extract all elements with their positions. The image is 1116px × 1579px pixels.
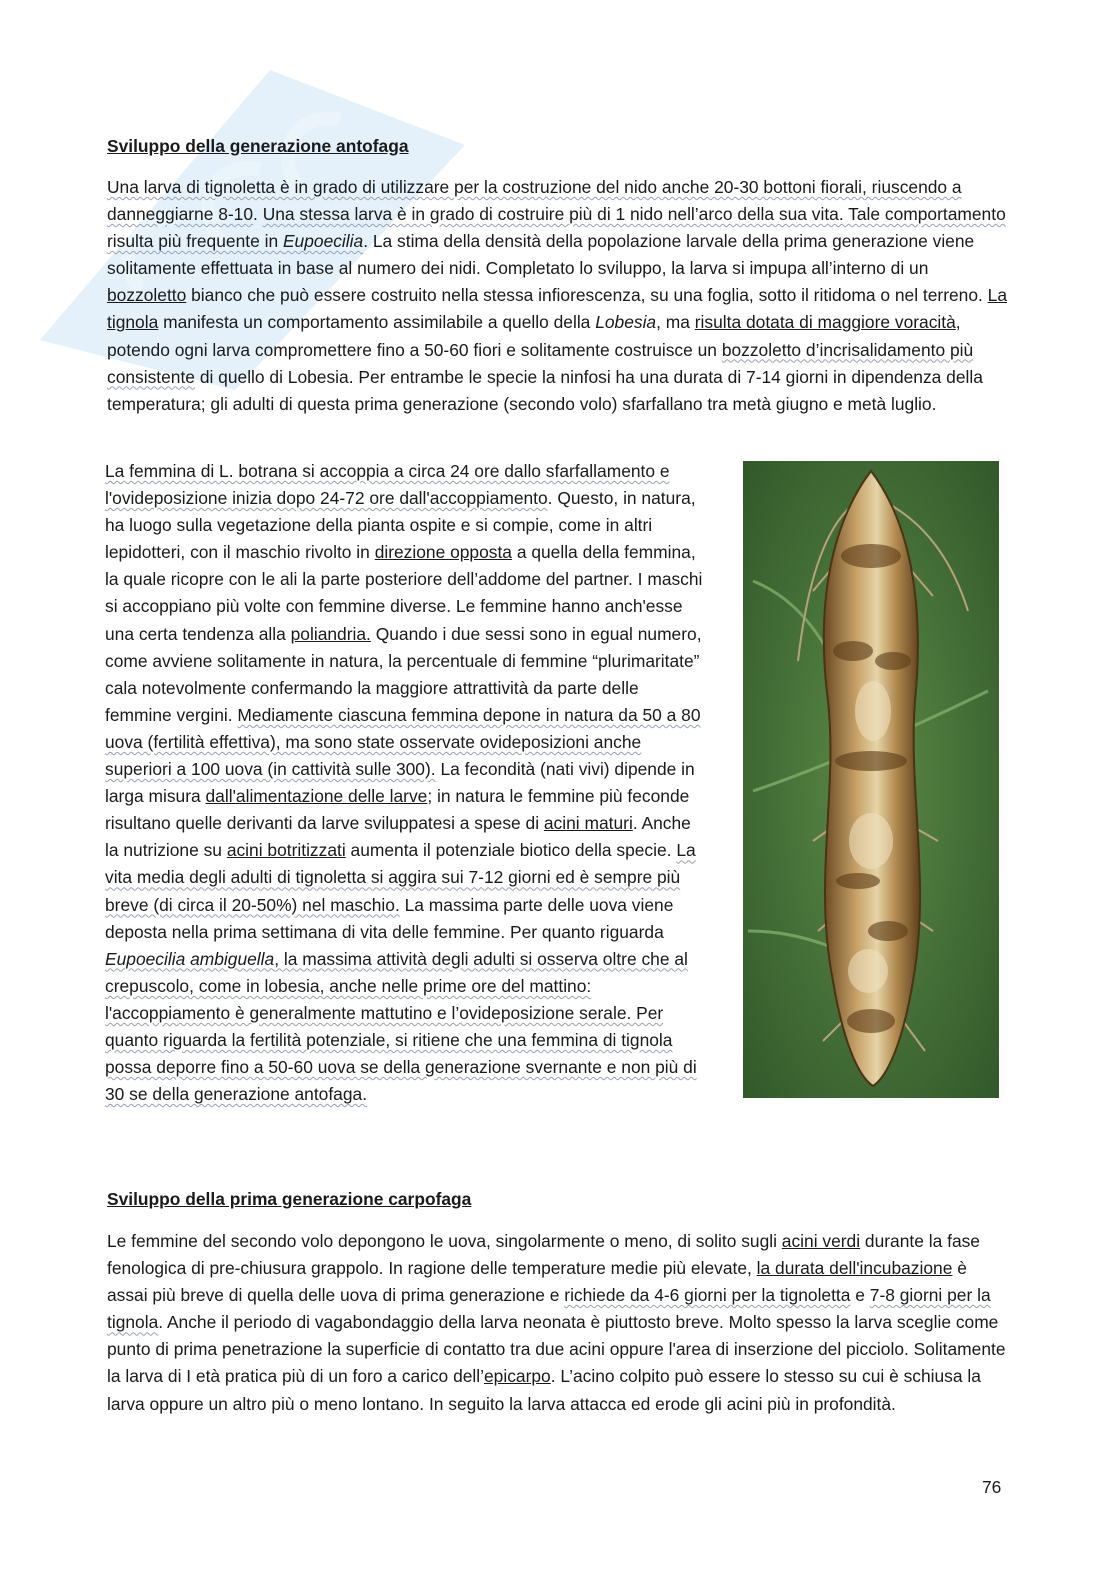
text-run: Una stessa larva è in grado di costruire più di 1 nido nell’arco della sua vita. Tale comportamento risulta più frequente in bbox=[107, 204, 1006, 252]
paragraph-antofaga bbox=[107, 174, 1007, 418]
text-run: La massima parte delle uova viene deposta nella prima settimana di vita delle femmine. Per quanto riguarda bbox=[105, 894, 674, 942]
paragraph-mating bbox=[105, 458, 709, 1108]
text-run: è assai più breve di quella delle uova di prima generazione e bbox=[107, 1258, 967, 1306]
text-run: acini botritizzati bbox=[226, 840, 346, 861]
section-heading-carpofaga: Sviluppo della prima generazione carpofaga bbox=[107, 1189, 472, 1209]
text-run: La fecondità (nati vivi) dipende in larga misura bbox=[105, 759, 695, 807]
text-run: bozzoletto d’incrisalidamento più consistente bbox=[107, 339, 974, 387]
text-run: dall'alimentazione delle larve bbox=[205, 786, 428, 807]
text-run: La vita media degli adulti di tignoletta si aggira sui 7-12 giorni ed è sempre più breve (di circa il 20-50%) nel maschio. bbox=[105, 840, 696, 915]
page-number: 76 bbox=[982, 1477, 1002, 1497]
moth-photo bbox=[743, 461, 999, 1098]
text-run: Eupoecilia bbox=[282, 231, 364, 252]
text-run: risulta dotata di maggiore voracità bbox=[694, 312, 956, 333]
text-run: a quella della femmina, la quale ricopre con le ali la parte posteriore dell’addome del partner. I maschi si accoppiano più volte con femmine diverse. Le femmine hanno anch'esse una certa tendenza alla bbox=[105, 542, 703, 644]
text-run: , potendo ogni larva compromettere fino a 50-60 fiori e solitamente costruisce un bbox=[107, 312, 961, 360]
text-run: acini verdi bbox=[781, 1231, 861, 1251]
text-run: acini maturi bbox=[543, 813, 633, 834]
text-run: ; in natura le femmine più feconde risultano quelle derivanti da larve sviluppatesi a spese di bbox=[105, 786, 690, 834]
text-run: Lobesia bbox=[595, 312, 657, 333]
text-run: . Questo, in natura, ha luogo sulla vegetazione della pianta ospite e si compie, come in altri lepidotteri, con il maschio rivolto in bbox=[105, 488, 696, 563]
text-run: manifesta un comportamento assimilabile a quello della bbox=[158, 312, 596, 333]
text-run: di quello di Lobesia. Per entrambe le specie la ninfosi ha una durata di 7-14 giorni in dipendenza della temperatura; gli adulti di questa prima generazione (secondo volo) sfarfallano tra metà giugno e metà luglio. bbox=[107, 366, 983, 414]
text-run: e bbox=[850, 1285, 870, 1306]
paragraph-carpofaga bbox=[107, 1228, 1007, 1418]
text-run: . Anche la nutrizione su bbox=[105, 813, 691, 861]
text-run: La femmina di L. botrana si accoppia a circa 24 ore dallo sfarfallamento e l'ovideposizione inizia dopo 24-72 ore dall'accoppiamento bbox=[105, 461, 670, 509]
text-run: aumenta il potenziale biotico della specie. bbox=[345, 840, 677, 861]
text-run: . Anche il periodo di vagabondaggio della larva neonata è piuttosto breve. Molto spesso la larva sceglie come punto di prima penetrazione la superficie di contatto tra due acini oppure l'area di inserzione del picciolo. Solitamente la larva di I età pratica più di un foro a carico dell’ bbox=[107, 1312, 1006, 1387]
text-run: durante la fase fenologica di pre-chiusura grappolo. In ragione delle temperature medie più elevate, bbox=[107, 1231, 980, 1279]
text-run: La tignola bbox=[107, 285, 1008, 333]
text-run: poliandria. bbox=[290, 623, 371, 644]
text-run: , la massima attività degli adulti si osserva oltre che al crepuscolo, come in lobesia, anche nelle prime ore del mattino: l'accoppiamento è generalmente mattutino e l’ovideposizione serale. Per quanto riguarda la fertilità potenziale, si ritiene che una femmina di tignola possa deporre fino a 50-60 uova se della generazione svernante e non più di 30 se della generazione antofaga. bbox=[105, 948, 697, 1105]
text-run: la durata dell'incubazione bbox=[756, 1258, 953, 1279]
text-run: Una larva di tignoletta è in grado di utilizzare per la costruzione del nido anche 20-30 bottoni fiorali, riuscendo a danneggiarne 8-10 bbox=[107, 177, 962, 225]
text-run: , ma bbox=[656, 312, 695, 333]
text-run: . La stima della densità della popolazione larvale della prima generazione viene solitamente effettuata in base al numero dei nidi. Completato lo sviluppo, la larva si impupa all’interno di un bbox=[107, 231, 975, 279]
text-run: 7-8 giorni per la tignola bbox=[107, 1285, 991, 1333]
text-run: . L’acino colpito può essere lo stesso su cui è schiusa la larva oppure un altro più o meno lontano. In seguito la larva attacca ed erode gli acini più in profondità. bbox=[107, 1366, 981, 1414]
section-heading-antofaga: Sviluppo della generazione antofaga bbox=[107, 136, 409, 156]
text-run: epicarpo bbox=[484, 1366, 551, 1387]
text-run: Mediamente ciascuna femmina depone in natura da 50 a 80 uova (fertilità effettiva), ma sono state osservate ovideposizioni anche superiori a 100 uova (in cattività sulle 300). bbox=[105, 704, 701, 780]
text-run: Quando i due sessi sono in egual numero, come avviene solitamente in natura, la percentuale di femmine “plurimaritate” cala notevolmente confermando la maggiore attrattività da parte delle femmine vergini. bbox=[105, 623, 702, 725]
text-run: Le femmine del secondo volo depongono le uova, singolarmente o meno, di solito sugli bbox=[107, 1231, 782, 1251]
text-run: bozzoletto bbox=[107, 285, 187, 306]
text-run: bianco che può essere costruito nella stessa infiorescenza, su una foglia, sotto il ritidoma o nel terreno. bbox=[186, 285, 988, 306]
text-run: direzione opposta bbox=[374, 542, 512, 563]
text-run: Eupoecilia ambiguella bbox=[105, 948, 275, 969]
text-run: richiede da 4-6 giorni per la tignoletta bbox=[564, 1285, 851, 1306]
text-run: . bbox=[253, 204, 263, 225]
